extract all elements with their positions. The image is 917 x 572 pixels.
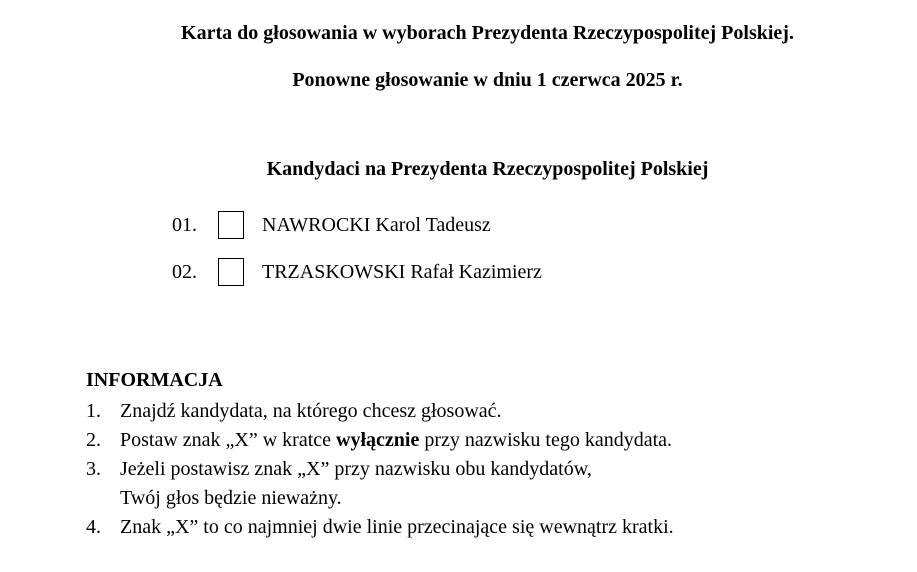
info-item-text <box>120 426 672 455</box>
info-item-text: Znak „X” to co najmniej dwie linie przecinające się wewnątrz kratki. <box>120 516 674 538</box>
candidate-row <box>172 209 491 241</box>
info-item-continuation <box>86 484 674 513</box>
info-item-text-continuation: Twój głos będzie nieważny. <box>120 487 342 509</box>
candidate-checkbox[interactable] <box>218 258 244 286</box>
info-heading: INFORMACJA <box>86 369 223 391</box>
candidate-name: NAWROCKI Karol Tadeusz <box>262 213 491 236</box>
info-text-after: przy nazwisku tego kandydata. <box>419 429 673 451</box>
info-item-text: Jeżeli postawisz znak „X” przy nazwisku obu kandydatów, <box>120 458 592 480</box>
info-item-number: 4. <box>86 516 101 538</box>
info-item-text: Znajdź kandydata, na którego chcesz głosować. <box>120 400 502 422</box>
candidates-heading: Kandydaci na Prezydenta Rzeczypospolitej Polskiej <box>266 158 709 180</box>
info-item <box>86 426 674 455</box>
candidate-name: TRZASKOWSKI Rafał Kazimierz <box>262 260 542 283</box>
ballot-subtitle: Ponowne głosowanie w dniu 1 czerwca 2025 r. <box>292 69 683 91</box>
candidate-number: 02. <box>172 260 197 283</box>
ballot-title: Karta do głosowania w wyborach Prezydenta Rzeczypospolitej Polskiej. <box>181 22 794 44</box>
info-item-number: 1. <box>86 400 101 422</box>
candidate-row <box>172 256 542 288</box>
info-item <box>86 513 674 542</box>
info-text-emphasis: wyłącznie <box>336 429 420 451</box>
info-item <box>86 397 674 426</box>
candidate-checkbox[interactable] <box>218 211 244 239</box>
info-item-number: 3. <box>86 458 101 480</box>
info-item <box>86 455 674 484</box>
info-list <box>86 397 674 542</box>
candidate-number: 01. <box>172 213 197 236</box>
info-item-number: 2. <box>86 429 101 451</box>
info-text-before: Postaw znak „X” w kratce <box>120 429 337 451</box>
